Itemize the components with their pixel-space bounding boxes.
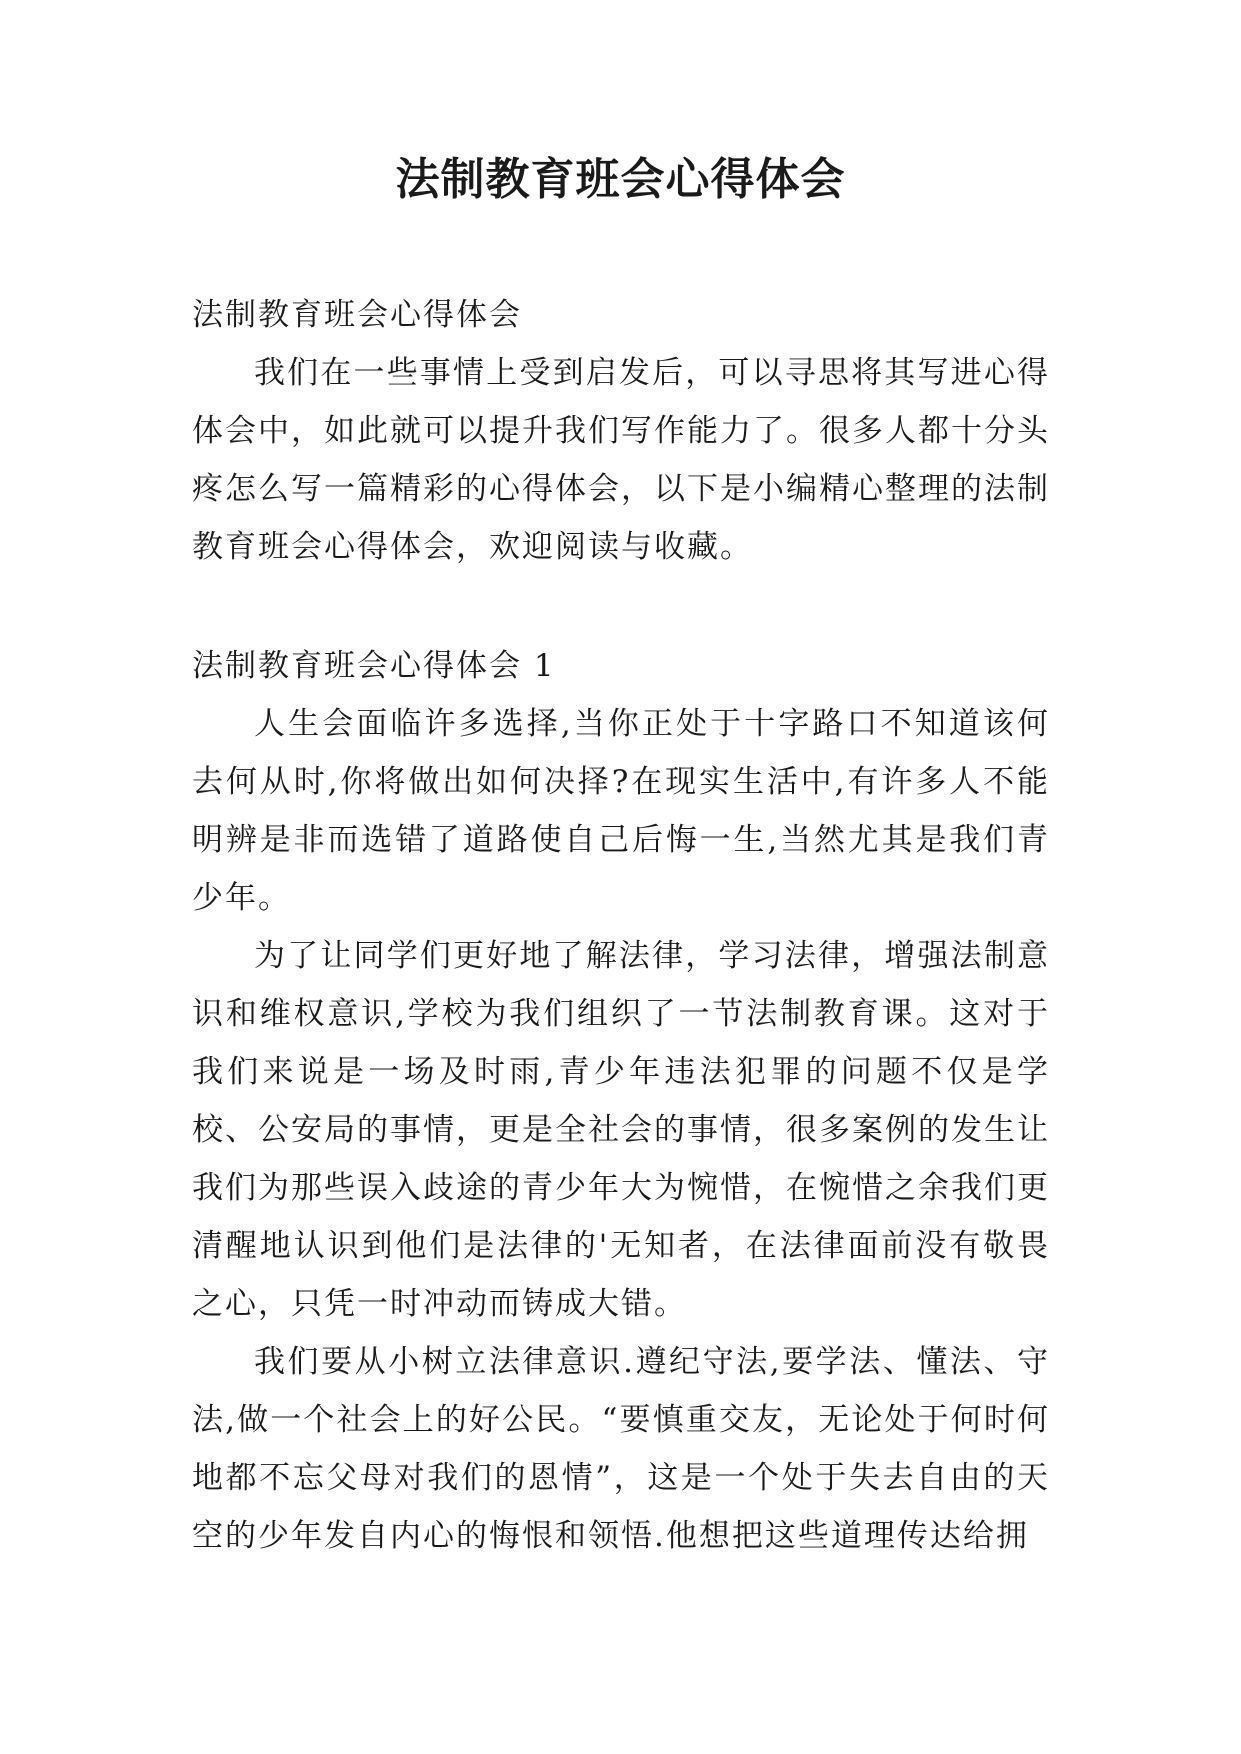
section-1-heading: 法制教育班会心得体会 1 bbox=[192, 648, 556, 684]
document-title: 法制教育班会心得体会 bbox=[395, 154, 846, 205]
section-1-paragraph: 为了让同学们更好地了解法律，学习法律，增强法制意识和维权意识,学校为我们组织了一节法制教育课。这对于我们来说是一场及时雨,青少年违法犯罪的问题不仅是学校、公安局的事情，更是全社会的事情，很多案例的发生让我们为那些误入歧途的青少年大为惋惜，在惋惜之余我们更清醒地认识到他们是法律的'无知者，在法律面前没有敬畏之心，只凭一时冲动而铸成大错。 bbox=[192, 938, 1050, 1322]
section-1-paragraph: 人生会面临许多选择,当你正处于十字路口不知道该何去何从时,你将做出如何决择?在现实生活中,有许多人不能明辨是非而选错了道路使自己后悔一生,当然尤其是我们青少年。 bbox=[192, 706, 1050, 916]
intro-section bbox=[192, 286, 1050, 576]
section-1-paragraph: 我们要从小树立法律意识.遵纪守法,要学法、懂法、守法,做一个社会上的好公民。“要慎重交友，无论处于何时何地都不忘父母对我们的恩情”，这是一个处于失去自由的天空的少年发自内心的悔恨和领悟.他想把这些道理传达给拥 bbox=[192, 1344, 1050, 1554]
intro-paragraph: 我们在一些事情上受到启发后，可以寻思将其写进心得体会中，如此就可以提升我们写作能力了。很多人都十分头疼怎么写一篇精彩的心得体会，以下是小编精心整理的法制教育班会心得体会，欢迎阅读与收藏。 bbox=[192, 355, 1050, 565]
intro-heading: 法制教育班会心得体会 bbox=[192, 297, 522, 333]
section-1 bbox=[192, 637, 1050, 1565]
